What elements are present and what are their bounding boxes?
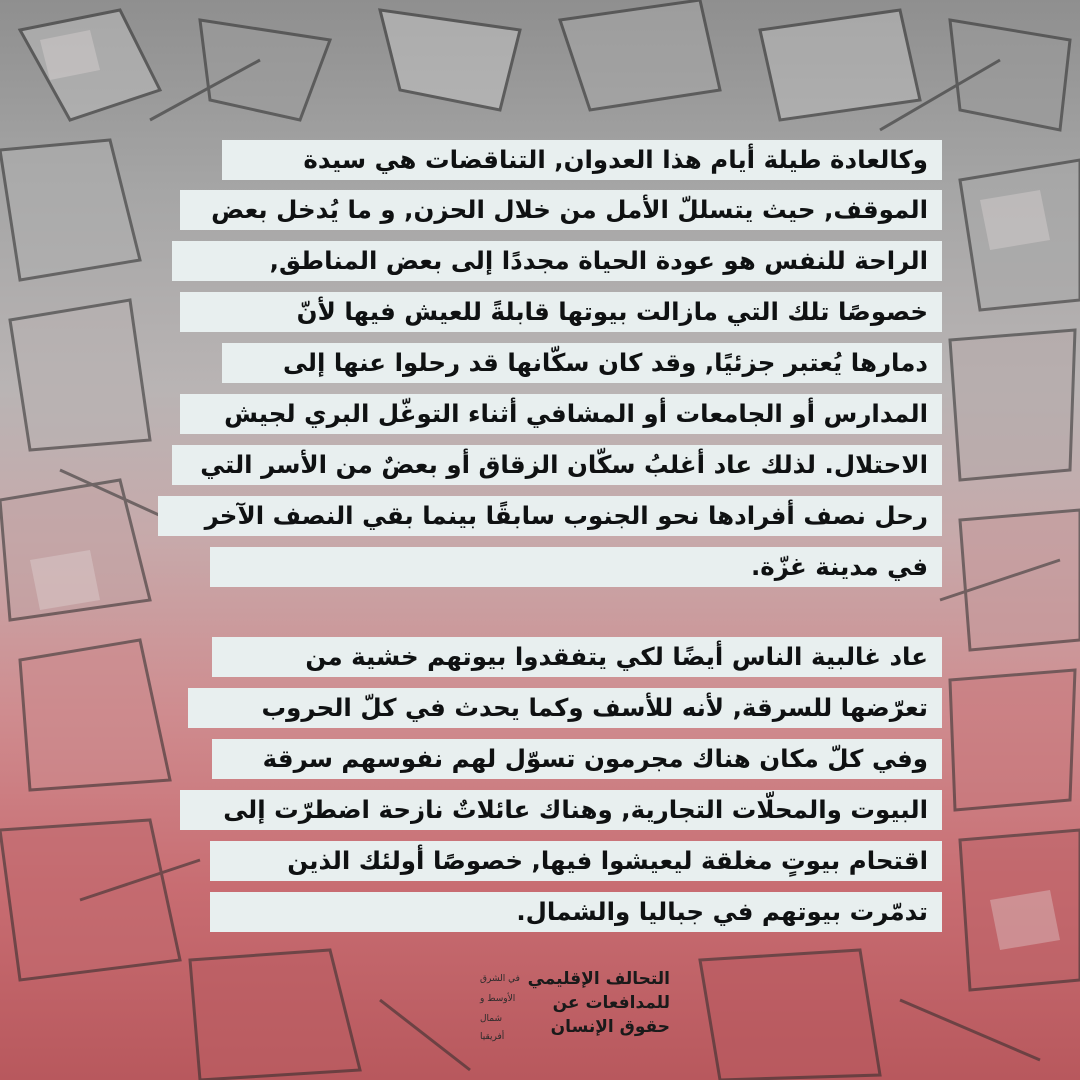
text-line: في مدينة غزّة. [210,547,942,587]
logo-side-line: أفريقيا [480,1032,505,1042]
logo-side-line: شمال [480,1014,503,1024]
text-line: وفي كلّ مكان هناك مجرمون تسوّل لهم نفوسهم سرقة [212,739,942,779]
text-line: تدمّرت بيوتهم في جباليا والشمال. [210,892,942,932]
logo-main-line: للمدافعات عن [552,993,670,1013]
text-line: الموقف, حيث يتسللّ الأمل من خلال الحزن, و ما يُدخل بعض [180,190,942,230]
text-line: البيوت والمحلّات التجارية, وهناك عائلاتٌ نازحة اضطرّت إلى [180,790,942,830]
organization-logo [480,968,670,1048]
logo-side-line: في الشرق [480,974,520,984]
text-line: اقتحام بيوتٍ مغلقة ليعيشوا فيها, خصوصًا أولئك الذين [210,841,942,881]
logo-side-line: الأوسط و [480,994,516,1004]
text-line: وكالعادة طيلة أيام هذا العدوان, التناقضات هي سيدة [222,140,942,180]
logo-main-line: التحالف الإقليمي [527,969,670,989]
text-line: رحل نصف أفرادها نحو الجنوب سابقًا بينما بقي النصف الآخر [158,496,942,536]
text-line: خصوصًا تلك التي مازالت بيوتها قابلةً للعيش فيها لأنّ [180,292,942,332]
text-line: تعرّضها للسرقة, لأنه للأسف وكما يحدث في كلّ الحروب [188,688,942,728]
text-line: دمارها يُعتبر جزئيًا, وقد كان سكّانها قد رحلوا عنها إلى [222,343,942,383]
text-line: المدارس أو الجامعات أو المشافي أثناء التوغّل البري لجيش [180,394,942,434]
text-line: الراحة للنفس هو عودة الحياة مجددًا إلى بعض المناطق, [172,241,942,281]
text-line: الاحتلال. لذلك عاد أغلبُ سكّان الزقاق أو بعضٌ من الأسر التي [172,445,942,485]
text-line: عاد غالبية الناس أيضًا لكي يتفقدوا بيوتهم خشية من [212,637,942,677]
logo-main-line: حقوق الإنسان [550,1017,670,1037]
